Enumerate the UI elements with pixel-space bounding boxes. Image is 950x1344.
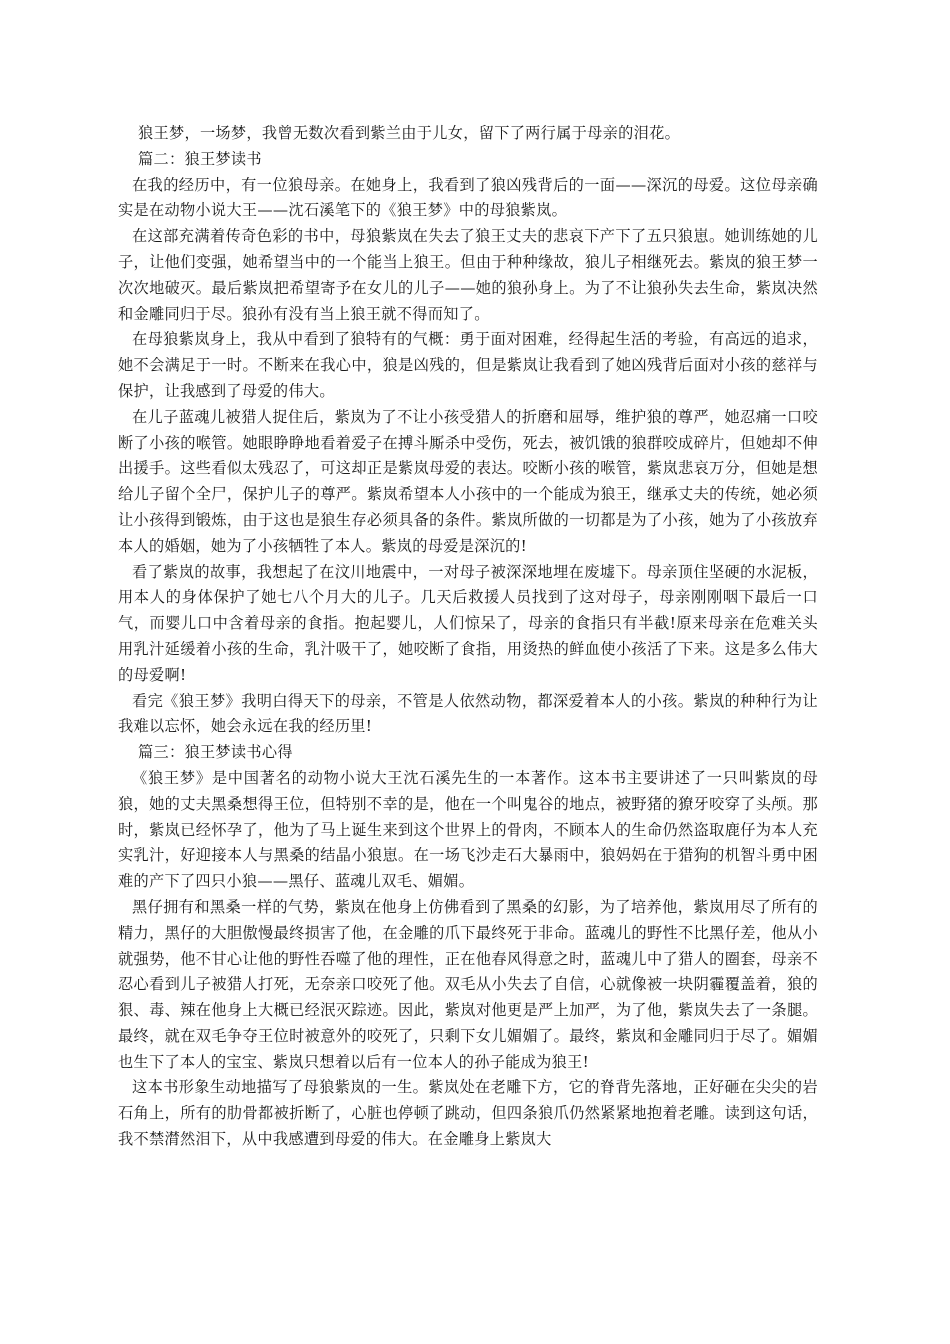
paragraph: 黑仔拥有和黑桑一样的气势，紫岚在他身上仿佛看到了黑桑的幻影，为了培养他，紫岚用尽了所有的精力，黑仔的大胆傲慢最终损害了他，在金雕的爪下最终死于非命。蓝魂儿的野性不比黑仔差，他从小就强势，他不甘心让他的野性吞噬了他的理性，正在他春风得意之时，蓝魂儿中了猎人的圈套，母亲不忍心看到儿子被猎人打死，无奈亲口咬死了他。双毛从小失去了自信，心就像被一块阴霾覆盖着，狼的狠、毒、辣在他身上大概已经泯灭踪迹。因此，紫岚对他更是严上加严，为了他，紫岚失去了一条腿。最终，就在双毛争夺王位时被意外的咬死了，只剩下女儿媚媚了。最终，紫岚和金雕同归于尽了。媚媚也生下了本人的宝宝、紫岚只想着以后有一位本人的孙子能成为狼王! [118, 897, 818, 1071]
paragraph: 在儿子蓝魂儿被猎人捉住后，紫岚为了不让小孩受猎人的折磨和屈辱，维护狼的尊严，她忍痛一口咬断了小孩的喉管。她眼睁睁地看着爱子在搏斗厮杀中受伤，死去，被饥饿的狼群咬成碎片，但她却不伸出援手。这些看似太残忍了，可这却正是紫岚母爱的表达。咬断小孩的喉管，紫岚悲哀万分，但她是想给儿子留个全尸，保护儿子的尊严。紫岚希望本人小孩中的一个能成为狼王，继承丈夫的传统，她必须让小孩得到锻炼，由于这也是狼生存必须具备的条件。紫岚所做的一切都是为了小孩，她为了小孩放弃本人的婚姻，她为了小孩牺牲了本人。紫岚的母爱是深沉的! [118, 407, 818, 555]
document-page [118, 121, 818, 1153]
paragraph: 在母狼紫岚身上，我从中看到了狼特有的气概：勇于面对困难，经得起生活的考验，有高远的追求，她不会满足于一时。不断来在我心中，狼是凶残的，但是紫岚让我看到了她凶残背后面对小孩的慈祥与保护，让我感到了母爱的伟大。 [118, 330, 818, 400]
paragraph: 《狼王梦》是中国著名的动物小说大王沈石溪先生的一本著作。这本书主要讲述了一只叫紫岚的母狼，她的丈夫黑桑想得王位，但特别不幸的是，他在一个叫鬼谷的地点，被野猪的獠牙咬穿了头颅。那时，紫岚已经怀孕了，他为了马上诞生来到这个世界上的骨肉，不顾本人的生命仍然盗取鹿仔为本人充实乳汁，好迎接本人与黑桑的结晶小狼崽。在一场飞沙走石大暴雨中，狼妈妈在于猎狗的机智斗勇中困难的产下了四只小狼——黑仔、蓝魂儿双毛、媚媚。 [118, 768, 818, 891]
section-heading-part-two: 篇二：狼王梦读书 [138, 149, 262, 168]
paragraph: 在我的经历中，有一位狼母亲。在她身上，我看到了狼凶残背后的一面——深沉的母爱。这位母亲确实是在动物小说大王——沈石溪笔下的《狼王梦》中的母狼紫岚。 [118, 175, 818, 220]
paragraph: 看了紫岚的故事，我想起了在汶川地震中，一对母子被深深地埋在废墟下。母亲顶住坚硬的水泥板，用本人的身体保护了她七八个月大的儿子。几天后救援人员找到了这对母子，母亲刚刚咽下最后一口气，而婴儿口中含着母亲的食指。抱起婴儿，人们惊呆了，母亲的食指只有半截!原来母亲在危难关头用乳汁延缓着小孩的生命，乳汁吸干了，她咬断了食指，用烫热的鲜血使小孩活了下来。这是多么伟大的母爱啊! [118, 562, 818, 684]
paragraph-intro-ending: 狼王梦，一场梦，我曾无数次看到紫兰由于儿女，留下了两行属于母亲的泪花。 [138, 124, 681, 142]
paragraph: 在这部充满着传奇色彩的书中，母狼紫岚在失去了狼王丈夫的悲哀下产下了五只狼崽。她训练她的儿子，让他们变强，她希望当中的一个能当上狼王。但由于种种缘故，狼儿子相继死去。紫岚的狼王梦一次次地破灭。最后紫岚把希望寄予在女儿的儿子——她的狼孙身上。为了不让狼孙失去生命，紫岚决然和金雕同归于尽。狼孙有没有当上狼王就不得而知了。 [118, 227, 818, 323]
paragraph: 这本书形象生动地描写了母狼紫岚的一生。紫岚处在老雕下方，它的脊背先落地，正好砸在尖尖的岩石角上，所有的肋骨都被折断了，心脏也停顿了跳动，但四条狼爪仍然紧紧地抱着老雕。读到这句话，我不禁潸然泪下，从中我感遭到母爱的伟大。在金雕身上紫岚大 [118, 1078, 818, 1149]
section-heading-part-three: 篇三：狼王梦读书心得 [138, 743, 293, 762]
paragraph: 看完《狼王梦》我明白得天下的母亲，不管是人依然动物，都深爱着本人的小孩。紫岚的种种行为让我难以忘怀，她会永远在我的经历里! [118, 691, 818, 736]
